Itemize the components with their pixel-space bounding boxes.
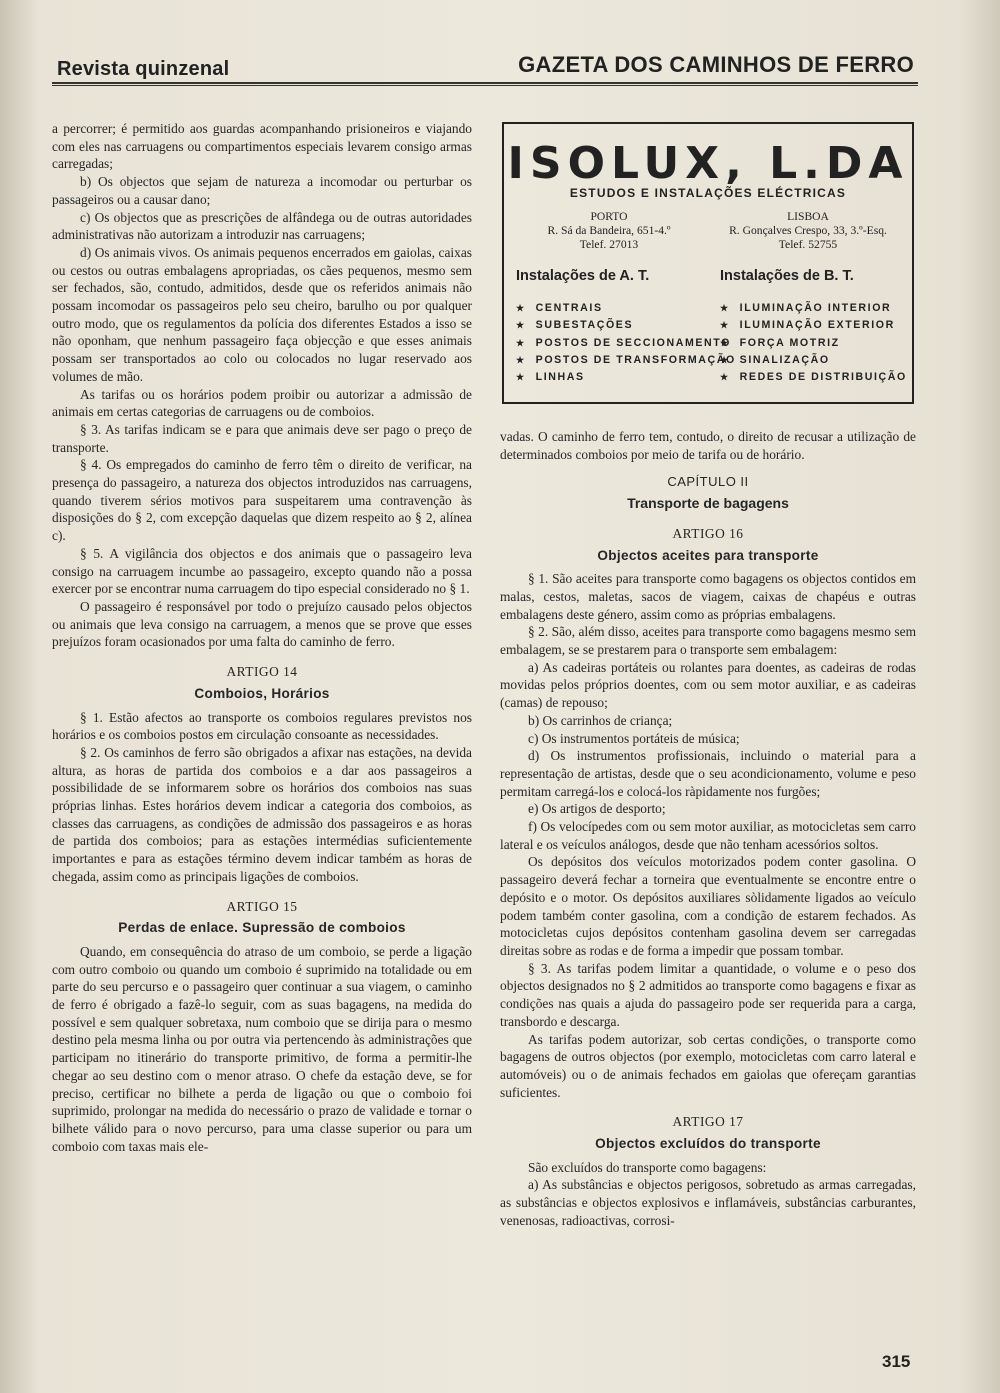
ad-list-item: ★ SUBESTAÇÕES	[516, 317, 736, 334]
paragraph: As tarifas podem autorizar, sob certas condições, o transporte como bagagens de outros objectos (por exemplo, motocicletas com carro lateral e automóveis) ou o de animais fechados em gaiolas que ofereçam garantias suficientes.	[500, 1031, 916, 1100]
ad-list-item: ★ POSTOS DE SECCIONAMENTO	[516, 335, 736, 352]
ad-list-item: ★ REDES DE DISTRIBUIÇÃO	[720, 369, 907, 386]
ad-bt-heading: Instalações de B. T.	[720, 268, 854, 284]
paragraph: vadas. O caminho de ferro tem, contudo, o direito de recusar a utilização de determinados comboios por meio de tarifa ou de horário.	[500, 429, 916, 462]
chapter-heading: CAPÍTULO II	[667, 474, 749, 490]
article-heading: ARTIGO 16	[672, 525, 744, 541]
ad-list-item: ★ FORÇA MOTRIZ	[720, 335, 907, 352]
ad-address-porto	[514, 210, 704, 252]
article-title: Objectos aceites para transporte	[597, 547, 819, 563]
paragraph: Os depósitos dos veículos motorizados podem conter gasolina. O passageiro deverá fechar a torneira que eventualmente se encontre entre o depósito e o motor. Os depósitos auxiliares sòlidamente ligados ao veículo podem também conter gasolina, com a condição de estarem fechados. As motocicletas cujos depósitos contenham gasolina devem ser carregadas direitas sobre as rodas e de forma a impedir que possam tombar.	[500, 854, 916, 958]
paragraph: § 5. A vigilância dos objectos e dos animais que o passageiro leva consigo na carruagem incumbe ao passageiro, excepto quando não a possa exercer por se encontrar numa carruagem do tipo especial considerado no § 1.	[52, 545, 472, 597]
article-heading: ARTIGO 17	[672, 1114, 744, 1130]
page-number: 315	[882, 1352, 911, 1371]
chapter-title: Transporte de bagagens	[627, 495, 789, 512]
paragraph: São excluídos do transporte como bagagens:	[528, 1159, 767, 1175]
ad-list-item: ★ LINHAS	[516, 369, 736, 386]
paragraph: § 1. Estão afectos ao transporte os comboios regulares previstos nos horários e os comboios postos em circulação consoante as necessidades.	[52, 709, 472, 743]
paragraph: O passageiro é responsável por todo o prejuízo causado pelos objectos ou animais que leva consigo na carruagem, a menos que se prove que esses prejuízos foram ocasionados por uma falta do caminho de ferro.	[52, 598, 472, 650]
ad-at-list	[516, 300, 736, 386]
ad-street: R. Sá da Bandeira, 651-4.º	[547, 224, 671, 237]
paragraph: § 1. São aceites para transporte como bagagens os objectos contidos em malas, cestos, maletas, sacos de viagem, caixas de chapéus e outras embalagens deste género, assim como as próprias embalagens.	[500, 571, 916, 622]
paragraph: c) Os instrumentos portáteis de música;	[528, 730, 740, 746]
paragraph: e) Os artigos de desporto;	[528, 801, 666, 817]
header-rule-thin	[52, 85, 918, 86]
ad-bt-list	[720, 300, 907, 386]
paragraph: a) As substâncias e objectos perigosos, sobretudo as armas carregadas, as substâncias e objectos explosivos e inflamáveis, substâncias carburantes, venenosas, radioactivas, corrosi-	[500, 1177, 916, 1228]
ad-company-name: ISOLUX, L.DA	[507, 138, 909, 189]
ad-city: LISBOA	[787, 210, 829, 223]
article-title: Perdas de enlace. Supressão de comboios	[118, 920, 406, 936]
ad-list-item: ★ ILUMINAÇÃO EXTERIOR	[720, 317, 907, 334]
article-title: Comboios, Horários	[194, 685, 330, 701]
ad-street: R. Gonçalves Crespo, 33, 3.º-Esq.	[729, 224, 887, 237]
left-column	[52, 120, 472, 1155]
paragraph: c) Os objectos que as prescrições de alfândega ou de outras autoridades administrativas não autorizam a introduzir nas carruagens;	[52, 209, 472, 243]
header-journal-title: GAZETA DOS CAMINHOS DE FERRO	[518, 52, 914, 77]
header-periodicity: Revista quinzenal	[57, 58, 230, 80]
paragraph: § 2. São, além disso, aceites para transporte como bagagens mesmo sem embalagem, se se prestarem para o transporte sem embalagem:	[500, 624, 916, 658]
paragraph: Quando, em consequência do atraso de um comboio, se perde a ligação com outro comboio ou quando um comboio é suprimido na totalidade ou em parte do seu percurso e o passageiro quer continuar a sua viagem, o caminho de ferro é obrigado a fazê-lo seguir, com as suas bagagens, na medida do possível e sem qualquer sobretaxa, num comboio que se dirija para o mesmo destino pela mesma linha ou por outra via pertencendo às administrações que participam no itinerário do transporte primitivo, de forma a permitir-lhe chegar ao seu destino com o menor atraso. O chefe da estação deve, se for preciso, certificar no bilhete a perda de ligação ou que o comboio foi suprimido, prolongar na medida do necessário o prazo de validade e tornar o bilhete válido para o novo percurso, para uma classe superior ou para um comboio com taxas mais ele-	[52, 943, 472, 1154]
ad-list-item: ★ ILUMINAÇÃO INTERIOR	[720, 300, 907, 317]
ad-list-item: ★ CENTRAIS	[516, 300, 736, 317]
paragraph: b) Os carrinhos de criança;	[528, 712, 673, 728]
article-title: Objectos excluídos do transporte	[595, 1136, 821, 1152]
ad-phone: Telef. 52755	[778, 238, 838, 251]
right-column	[500, 428, 916, 1230]
ad-list-item: ★ POSTOS DE TRANSFORMAÇÃO	[516, 352, 736, 369]
article-heading: ARTIGO 14	[226, 664, 298, 680]
paragraph: § 3. As tarifas podem limitar a quantidade, o volume e o peso dos objectos designados no § 2 admitidos ao transporte como bagagens e fixar as condições nas quais a ajuda do passageiro pode ser requerida para a carga, transbordo e descarga.	[500, 960, 916, 1029]
paragraph: d) Os instrumentos profissionais, incluindo o material para a representação de artistas, desde que o seu acondicionamento, volume e peso permitam carregá-los e colocá-los ràpidamente nos furgões;	[500, 748, 916, 799]
ad-subtitle: ESTUDOS E INSTALAÇÕES ELÉCTRICAS	[569, 186, 847, 200]
isolux-advertisement	[502, 122, 914, 404]
paragraph: § 3. As tarifas indicam se e para que animais deve ser pago o preço de transporte.	[52, 421, 472, 455]
paragraph: As tarifas ou os horários podem proibir ou autorizar a admissão de animais em certas categorias de carruagens ou de comboios.	[52, 386, 472, 420]
ad-phone: Telef. 27013	[579, 238, 639, 251]
ad-address-lisboa	[710, 210, 906, 252]
paragraph: b) Os objectos que sejam de natureza a incomodar ou perturbar os passageiros ou a causar dano;	[52, 174, 472, 207]
paragraph: a percorrer; é permitido aos guardas acompanhando prisioneiros e viajando com eles nas carruagens ou compartimentos especiais levarem consigo armas carregadas;	[52, 121, 472, 172]
paragraph: § 4. Os empregados do caminho de ferro têm o direito de verificar, na presença do passageiro, a natureza dos objectos introduzidos nas carruagens, quando tiverem sérios motivos para suspeitarem uma contravenção às disposições do § 2, com excepção daquelas que dizem respeito ao § 2, alínea c).	[52, 457, 472, 544]
paragraph: d) Os animais vivos. Os animais pequenos encerrados em gaiolas, caixas ou cestos ou outras embalagens apropriadas, os cães pequenos, mesmo sem ser fechados, são, contudo, admitidos, desde que os referidos animais não possam incomodar os passageiros pelo seu cheiro, barulho ou por qualquer outro modo, que os regulamentos da polícia dos diferentes Estados a isso se não oponham, que nenhum passageiro faça objecção e que esses animais possam ser transportados ao colo ou colocados no lugar reservado aos volumes de mão.	[52, 244, 472, 384]
paragraph: f) Os velocípedes com ou sem motor auxiliar, as motocicletas sem carro lateral e os veículos análogos, desde que não tenham acessórios soltos.	[500, 819, 916, 852]
header-rule	[52, 82, 918, 84]
article-heading: ARTIGO 15	[226, 898, 298, 914]
paragraph: a) As cadeiras portáteis ou rolantes para doentes, as cadeiras de rodas movidas pelos próprios doentes, com ou sem motor auxiliar, e as cadeiras (camas) de repouso;	[500, 659, 916, 711]
ad-at-heading: Instalações de A. T.	[516, 268, 650, 284]
paragraph: § 2. Os caminhos de ferro são obrigados a afixar nas estações, na devida altura, as horas de partida dos comboios e a dar aos passageiros a possibilidade de se informarem sobre os horários dos comboios nas suas próprias linhas. Estes horários devem indicar a categoria dos comboios, as classes das carruagens, as condições de admissão dos passageiros e as horas de partida dos comboios; para as estações intermédias suficientemente importantes e para as estações término devem indicar também as horas de chegada, assim como as principais ligações de comboios.	[52, 744, 472, 884]
ad-list-item: ★ SINALIZAÇÃO	[720, 352, 907, 369]
ad-city: PORTO	[590, 210, 628, 223]
